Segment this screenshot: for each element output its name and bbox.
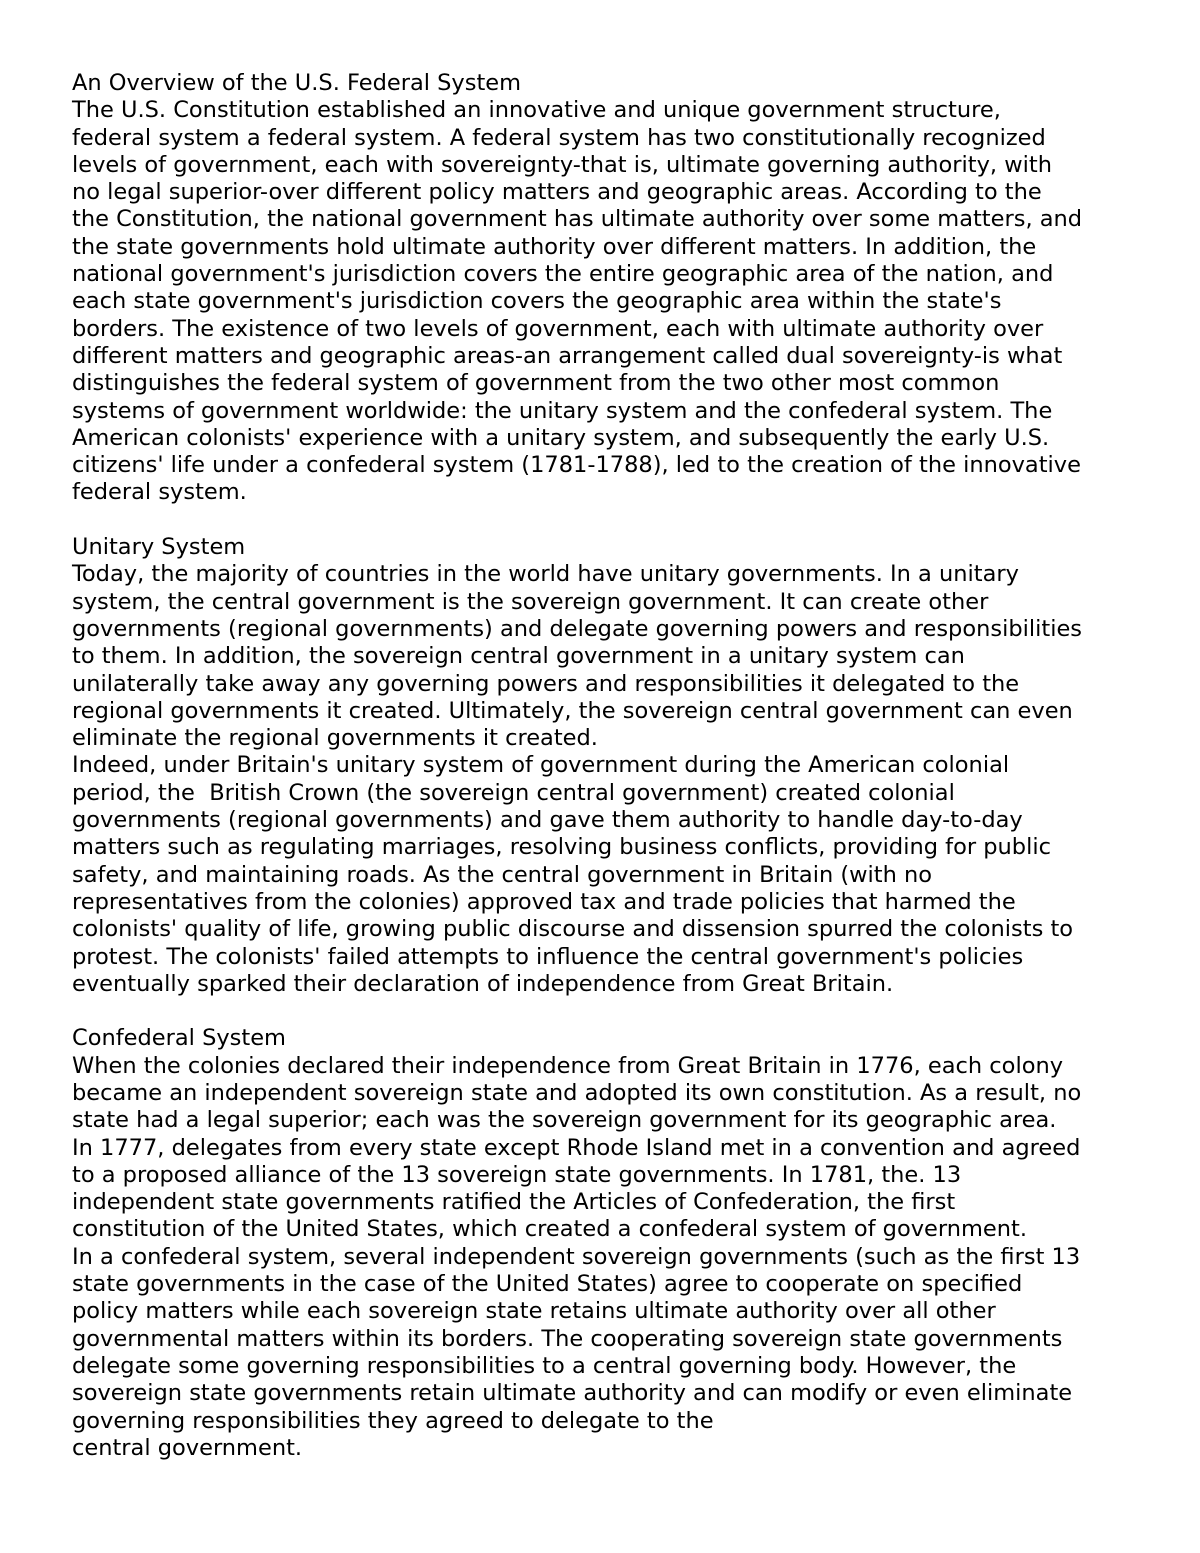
text-line: American colonists' experience with a unitary system, and subsequently the early U.S. [72, 424, 1050, 451]
paragraph [72, 97, 1152, 506]
text-line: citizens' life under a confederal system (1781-1788), led to the creation of the innovative [72, 452, 1081, 479]
document-page [72, 70, 1152, 1462]
text-line: Today, the majority of countries in the world have unitary governments. In a unitary [72, 561, 1019, 588]
text-line: constitution of the United States, which created a confederal system of government. [72, 1216, 1027, 1243]
text-line: protest. The colonists' failed attempts to influence the central government's policies [72, 943, 1024, 970]
text-line: state had a legal superior; each was the sovereign government for its geographic area. [72, 1107, 1057, 1134]
text-line: Indeed, under Britain's unitary system of government during the American colonial [72, 752, 1010, 779]
text-line: federal system a federal system. A federal system has two constitutionally recognized [72, 124, 1046, 151]
text-line: systems of government worldwide: the unitary system and the confederal system. The [72, 397, 1053, 424]
text-line: delegate some governing responsibilities to a central governing body. However, the [72, 1352, 1017, 1379]
text-line: period, the British Crown (the sovereign central government) created colonial [72, 779, 955, 806]
paragraph [72, 1053, 1152, 1244]
text-line: central government. [72, 1434, 303, 1461]
text-line: different matters and geographic areas-an arrangement called dual sovereignty-is what [72, 342, 1063, 369]
section-title: An Overview of the U.S. Federal System [72, 70, 522, 96]
text-line: In 1777, delegates from every state except Rhode Island met in a convention and agreed [72, 1134, 1081, 1161]
text-line: to them. In addition, the sovereign central government in a unitary system can [72, 643, 965, 670]
text-line: unilaterally take away any governing powers and responsibilities it delegated to the [72, 670, 1020, 697]
text-line: regional governments it created. Ultimately, the sovereign central government can even [72, 697, 1073, 724]
text-line: national government's jurisdiction covers the entire geographic area of the nation, and [72, 261, 1054, 288]
text-line: safety, and maintaining roads. As the central government in Britain (with no [72, 861, 933, 888]
text-line: governmental matters within its borders. The cooperating sovereign state governments [72, 1325, 1063, 1352]
section-spacer [72, 507, 1152, 534]
section-spacer [72, 998, 1152, 1025]
text-line: sovereign state governments retain ultimate authority and can modify or even eliminate [72, 1380, 1073, 1407]
text-line: When the colonies declared their independence from Great Britain in 1776, each colony [72, 1052, 1064, 1079]
text-line: eventually sparked their declaration of independence from Great Britain. [72, 970, 894, 997]
text-line: to a proposed alliance of the 13 sovereign state governments. In 1781, the. 13 [72, 1161, 962, 1188]
text-line: independent state governments ratified the Articles of Confederation, the first [72, 1189, 956, 1216]
text-line: In a confederal system, several independent sovereign governments (such as the first 13 [72, 1243, 1081, 1270]
paragraph [72, 1244, 1152, 1462]
text-line: governments (regional governments) and gave them authority to handle day-to-day [72, 807, 1023, 834]
section-title: Confederal System [72, 1025, 286, 1052]
text-line: The U.S. Constitution established an innovative and unique government structure, [72, 97, 1001, 124]
text-line: federal system. [72, 479, 247, 506]
paragraph [72, 752, 1152, 998]
text-line: state governments in the case of the United States) agree to cooperate on specified [72, 1271, 1023, 1298]
text-line: eliminate the regional governments it created. [72, 725, 598, 752]
text-line: matters such as regulating marriages, resolving business conflicts, providing for public [72, 834, 1051, 861]
text-line: system, the central government is the sovereign government. It can create other [72, 588, 989, 615]
text-line: became an independent sovereign state and adopted its own constitution. As a result, no [72, 1079, 1082, 1106]
section-overview [72, 70, 1152, 507]
text-line: borders. The existence of two levels of government, each with ultimate authority over [72, 315, 1044, 342]
text-line: distinguishes the federal system of government from the two other most common [72, 370, 1000, 397]
text-line: representatives from the colonies) approved tax and trade policies that harmed the [72, 888, 1016, 915]
text-line: governments (regional governments) and delegate governing powers and responsibilities [72, 615, 1083, 642]
section-unitary-system [72, 534, 1152, 998]
section-confederal-system [72, 1025, 1152, 1462]
text-line: colonists' quality of life, growing public discourse and dissension spurred the colonists to [72, 916, 1074, 943]
text-line: each state government's jurisdiction covers the geographic area within the state's [72, 288, 1002, 315]
text-line: governing responsibilities they agreed to delegate to the [72, 1407, 714, 1434]
text-line: levels of government, each with sovereignty-that is, ultimate governing authority, with [72, 151, 1052, 178]
text-line: policy matters while each sovereign state retains ultimate authority over all other [72, 1298, 996, 1325]
text-line: no legal superior-over different policy matters and geographic areas. According to the [72, 179, 1042, 206]
text-line: the state governments hold ultimate authority over different matters. In addition, the [72, 233, 1037, 260]
paragraph [72, 561, 1152, 752]
section-title: Unitary System [72, 534, 246, 561]
text-line: the Constitution, the national government has ultimate authority over some matters, and [72, 206, 1083, 233]
